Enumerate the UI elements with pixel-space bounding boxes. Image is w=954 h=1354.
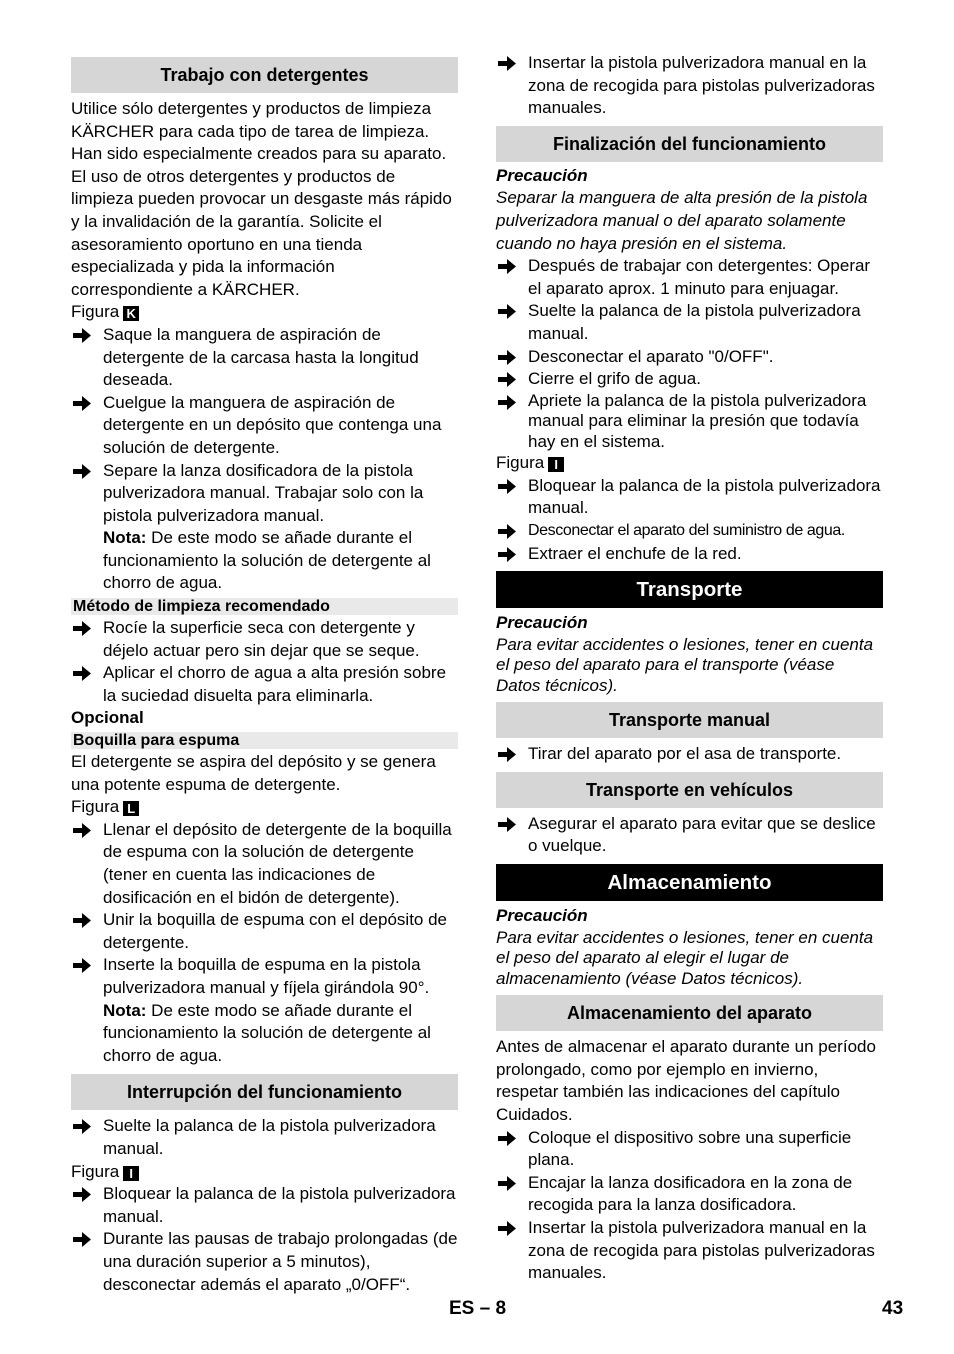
step-item bbox=[71, 819, 458, 909]
step-text: Rocíe la superficie seca con detergente y déjelo actuar pero sin dejar que se seque. bbox=[103, 618, 420, 660]
step-item bbox=[496, 52, 883, 120]
arrow-right-icon bbox=[73, 392, 91, 414]
note-label: Nota: bbox=[103, 1000, 147, 1020]
arrow-right-icon bbox=[73, 324, 91, 346]
step-item bbox=[496, 255, 883, 300]
arrow-right-icon bbox=[73, 909, 91, 931]
heading-interrupcion: Interrupción del funcionamiento bbox=[71, 1074, 458, 1110]
step-item bbox=[496, 391, 883, 453]
figure-ref-l bbox=[71, 796, 458, 819]
arrow-right-icon bbox=[498, 520, 516, 542]
arrow-right-icon bbox=[73, 819, 91, 841]
figure-ref-i bbox=[71, 1161, 458, 1184]
step-text: Bloquear la palanca de la pistola pulverizadora manual. bbox=[528, 475, 881, 518]
arrow-right-icon bbox=[73, 617, 91, 639]
left-column bbox=[71, 57, 458, 1296]
step-item bbox=[71, 324, 458, 392]
step-text: Desconectar el aparato del suministro de agua. bbox=[528, 522, 845, 539]
step-text: Tirar del aparato por el asa de transporte. bbox=[528, 744, 842, 764]
label-precaucion: Precaución bbox=[496, 165, 588, 185]
paragraph-precaucion-fin: Separar la manguera de alta presión de la pistola pulverizadora manual o del aparato solamente cuando no haya presión en el sistema. bbox=[496, 188, 868, 253]
step-text: Apriete la palanca de la pistola pulverizadora manual para eliminar la presión que todavía hay en el sistema. bbox=[528, 390, 867, 451]
note-label: Nota: bbox=[103, 528, 147, 548]
heading-almacenamiento-aparato: Almacenamiento del aparato bbox=[496, 995, 883, 1031]
step-text: Separe la lanza dosificadora de la pistola pulverizadora manual. Trabajar solo con la pistola pulverizadora manual. bbox=[103, 460, 424, 525]
step-text: Coloque el dispositivo sobre una superficie plana. bbox=[528, 1127, 852, 1170]
arrow-right-icon bbox=[73, 1115, 91, 1137]
step-item bbox=[496, 543, 883, 566]
step-item bbox=[71, 1228, 458, 1296]
heading-finalizacion: Finalización del funcionamiento bbox=[496, 126, 883, 162]
step-text: Desconectar el aparato "0/OFF". bbox=[528, 346, 774, 366]
step-text: Extraer el enchufe de la red. bbox=[528, 543, 742, 563]
step-item bbox=[496, 1127, 883, 1172]
step-text: Llenar el depósito de detergente de la boquilla de espuma con la solución de detergente (tener en cuenta las indicaciones de dosificación en el bidón de detergente). bbox=[103, 819, 452, 907]
step-item bbox=[496, 520, 883, 543]
figure-label: Figura bbox=[71, 797, 120, 817]
step-text: Insertar la pistola pulverizadora manual en la zona de recogida para pistolas pulverizadoras manuales. bbox=[528, 53, 875, 118]
step-text: Asegurar el aparato para evitar que se deslice o vuelque. bbox=[528, 813, 876, 856]
step-item bbox=[71, 460, 458, 528]
step-text: Aplicar el chorro de agua a alta presión sobre la suciedad disuelta para eliminarla. bbox=[103, 663, 447, 705]
heading-transporte-vehiculos: Transporte en vehículos bbox=[496, 772, 883, 808]
step-item bbox=[71, 909, 458, 954]
step-item bbox=[496, 1172, 883, 1217]
step-item bbox=[71, 662, 458, 707]
step-item bbox=[496, 813, 883, 858]
note bbox=[71, 527, 458, 595]
paragraph-precaucion-almacenamiento: Para evitar accidentes o lesiones, tener en cuenta el peso del aparato al elegir el lugar de almacenamiento (véase Datos técnicos). bbox=[496, 927, 874, 988]
step-item bbox=[496, 475, 883, 520]
label-opcional: Opcional bbox=[71, 708, 144, 728]
step-item bbox=[496, 368, 883, 391]
step-text: Durante las pausas de trabajo prolongadas (de una duración superior a 5 minutos), desconectar además el aparato „0/OFF“. bbox=[103, 1229, 458, 1294]
label-precaucion: Precaución bbox=[496, 613, 588, 633]
paragraph-trabajo: Utilice sólo detergentes y productos de limpieza KÄRCHER para cada tipo de tarea de limpieza. Han sido especialmente creados para su aparato. El uso de otros detergentes y productos de limpieza pueden provocar un desgaste más rápido y la invalidación de la garantía. Solicite el asesoramiento oportuno en una tienda especializada y pida la información correspondiente a KÄRCHER. bbox=[71, 99, 452, 299]
arrow-right-icon bbox=[498, 1217, 516, 1239]
step-item bbox=[71, 1115, 458, 1160]
figure-label: Figura bbox=[71, 302, 120, 322]
arrow-right-icon bbox=[498, 391, 516, 413]
arrow-right-icon bbox=[73, 954, 91, 976]
figure-l-badge: L bbox=[123, 801, 139, 816]
step-text: Cuelgue la manguera de aspiración de detergente en un depósito que contenga una solución de detergente. bbox=[103, 392, 442, 457]
paragraph-boquilla: El detergente se aspira del depósito y se genera una potente espuma de detergente. bbox=[71, 752, 436, 794]
step-item bbox=[71, 392, 458, 460]
step-text: Insertar la pistola pulverizadora manual en la zona de recogida para pistolas pulverizadoras manuales. bbox=[528, 1217, 875, 1283]
step-text: Saque la manguera de aspiración de detergente de la carcasa hasta la longitud deseada. bbox=[103, 324, 419, 390]
step-item bbox=[71, 954, 458, 999]
paragraph-precaucion-transporte: Para evitar accidentes o lesiones, tener en cuenta el peso del aparato para el transporte (véase Datos técnicos). bbox=[496, 634, 874, 695]
arrow-right-icon bbox=[498, 300, 516, 322]
step-text: Cierre el grifo de agua. bbox=[528, 369, 701, 389]
arrow-right-icon bbox=[498, 1127, 516, 1149]
note-text: De este modo se añade durante el funcionamiento la solución de detergente al chorro de agua. bbox=[103, 528, 431, 593]
heading-transporte-manual: Transporte manual bbox=[496, 702, 883, 738]
arrow-right-icon bbox=[73, 1228, 91, 1250]
figure-k-badge: K bbox=[123, 306, 139, 321]
arrow-right-icon bbox=[498, 475, 516, 497]
arrow-right-icon bbox=[498, 346, 516, 368]
step-item bbox=[71, 617, 458, 662]
arrow-right-icon bbox=[73, 1183, 91, 1205]
arrow-right-icon bbox=[73, 460, 91, 482]
step-item bbox=[71, 1183, 458, 1228]
step-item bbox=[496, 743, 883, 766]
note-text: De este modo se añade durante el funcionamiento la solución de detergente al chorro de agua. bbox=[103, 1000, 431, 1065]
label-precaucion: Precaución bbox=[496, 906, 588, 926]
heading-boquilla-espuma: Boquilla para espuma bbox=[71, 732, 458, 749]
step-text: Bloquear la palanca de la pistola pulverizadora manual. bbox=[103, 1184, 456, 1226]
step-text: Suelte la palanca de la pistola pulverizadora manual. bbox=[103, 1116, 436, 1158]
arrow-right-icon bbox=[498, 255, 516, 277]
figure-ref-i bbox=[496, 452, 883, 475]
page-number: 43 bbox=[882, 1298, 904, 1319]
step-text: Inserte la boquilla de espuma en la pistola pulverizadora manual y fíjela girándola 90°. bbox=[103, 955, 430, 997]
figure-label: Figura bbox=[71, 1161, 120, 1181]
arrow-right-icon bbox=[498, 743, 516, 765]
note bbox=[71, 1000, 458, 1068]
footer-section-label: ES – 8 bbox=[449, 1298, 507, 1319]
step-text: Suelte la palanca de la pistola pulverizadora manual. bbox=[528, 301, 861, 343]
figure-ref-k bbox=[71, 301, 458, 324]
figure-label: Figura bbox=[496, 453, 545, 473]
heading-trabajo-detergentes: Trabajo con detergentes bbox=[71, 57, 458, 93]
heading-transporte: Transporte bbox=[496, 571, 883, 608]
figure-i-badge: I bbox=[123, 1166, 139, 1181]
right-column bbox=[496, 52, 883, 1285]
arrow-right-icon bbox=[498, 543, 516, 565]
arrow-right-icon bbox=[73, 662, 91, 684]
step-text: Después de trabajar con detergentes: Operar el aparato aprox. 1 minuto para enjuagar. bbox=[528, 256, 871, 298]
step-text: Unir la boquilla de espuma con el depósito de detergente. bbox=[103, 910, 448, 952]
step-text: Encajar la lanza dosificadora en la zona de recogida para la lanza dosificadora. bbox=[528, 1172, 853, 1215]
heading-metodo-limpieza: Método de limpieza recomendado bbox=[71, 598, 458, 615]
step-item bbox=[496, 346, 883, 369]
arrow-right-icon bbox=[498, 1172, 516, 1194]
arrow-right-icon bbox=[498, 52, 516, 74]
paragraph-almacenamiento-aparato: Antes de almacenar el aparato durante un período prolongado, como por ejemplo en invierno, respetar también las indicaciones del capítulo Cuidados. bbox=[496, 1037, 876, 1124]
step-item bbox=[496, 300, 883, 345]
heading-almacenamiento: Almacenamiento bbox=[496, 864, 883, 901]
arrow-right-icon bbox=[498, 813, 516, 835]
arrow-right-icon bbox=[498, 368, 516, 390]
figure-i-badge: I bbox=[548, 457, 564, 472]
step-item bbox=[496, 1217, 883, 1285]
